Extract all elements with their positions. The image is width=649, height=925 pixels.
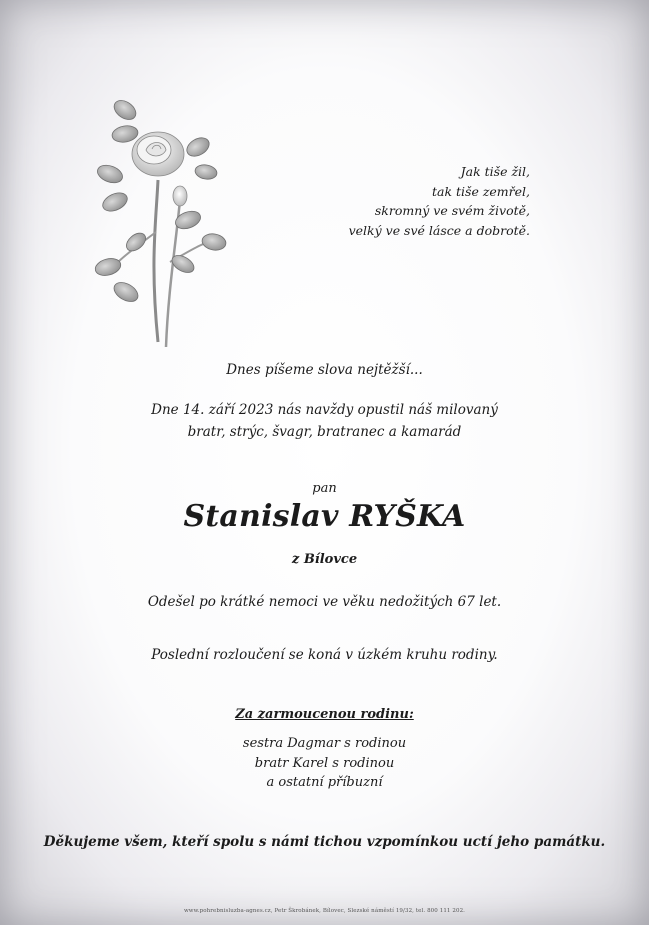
- intro-text: Dnes píšeme slova nejtěžší...: [226, 362, 423, 378]
- announcement: [0, 399, 649, 443]
- mourner-line: a ostatní příbuzní: [266, 775, 383, 790]
- funeral-note: Poslední rozloučení se koná v úzkém kruhu rodiny.: [151, 647, 498, 663]
- poem: [300, 162, 530, 240]
- poem-line: skromný ve svém životě,: [374, 203, 530, 218]
- announcement-line: bratr, strýc, švagr, bratranec a kamarád: [187, 424, 462, 440]
- thanks-note: Děkujeme všem, kteří spolu s námi tichou vzpomínkou uctí jeho památku.: [43, 834, 606, 850]
- death-note: Odešel po krátké nemoci ve věku nedožitých 67 let.: [147, 594, 502, 610]
- poem-line: Jak tiše žil,: [460, 164, 530, 179]
- deceased-name: Stanislav RYŠKA: [183, 499, 466, 534]
- footer-imprint: www.pohrebnisluzba-agnes.cz, Petr Škrobánek, Bílovec, Slezské náměstí 19/32, tel. 800 111 202.: [183, 908, 466, 914]
- mourners-list: [0, 734, 649, 793]
- poem-line: tak tiše zemřel,: [431, 183, 530, 199]
- deceased-origin: z Bílovce: [291, 552, 358, 567]
- mourner-line: bratr Karel s rodinou: [254, 755, 395, 771]
- announcement-line: Dne 14. září 2023 nás navždy opustil náš milovaný: [151, 402, 498, 418]
- rose-illustration: [88, 92, 238, 357]
- mourner-line: sestra Dagmar s rodinou: [242, 736, 407, 751]
- mourners-heading: Za zarmoucenou rodinu:: [235, 707, 414, 722]
- poem-line: velký ve své lásce a dobrotě.: [348, 222, 530, 238]
- deceased-title: pan: [312, 481, 337, 496]
